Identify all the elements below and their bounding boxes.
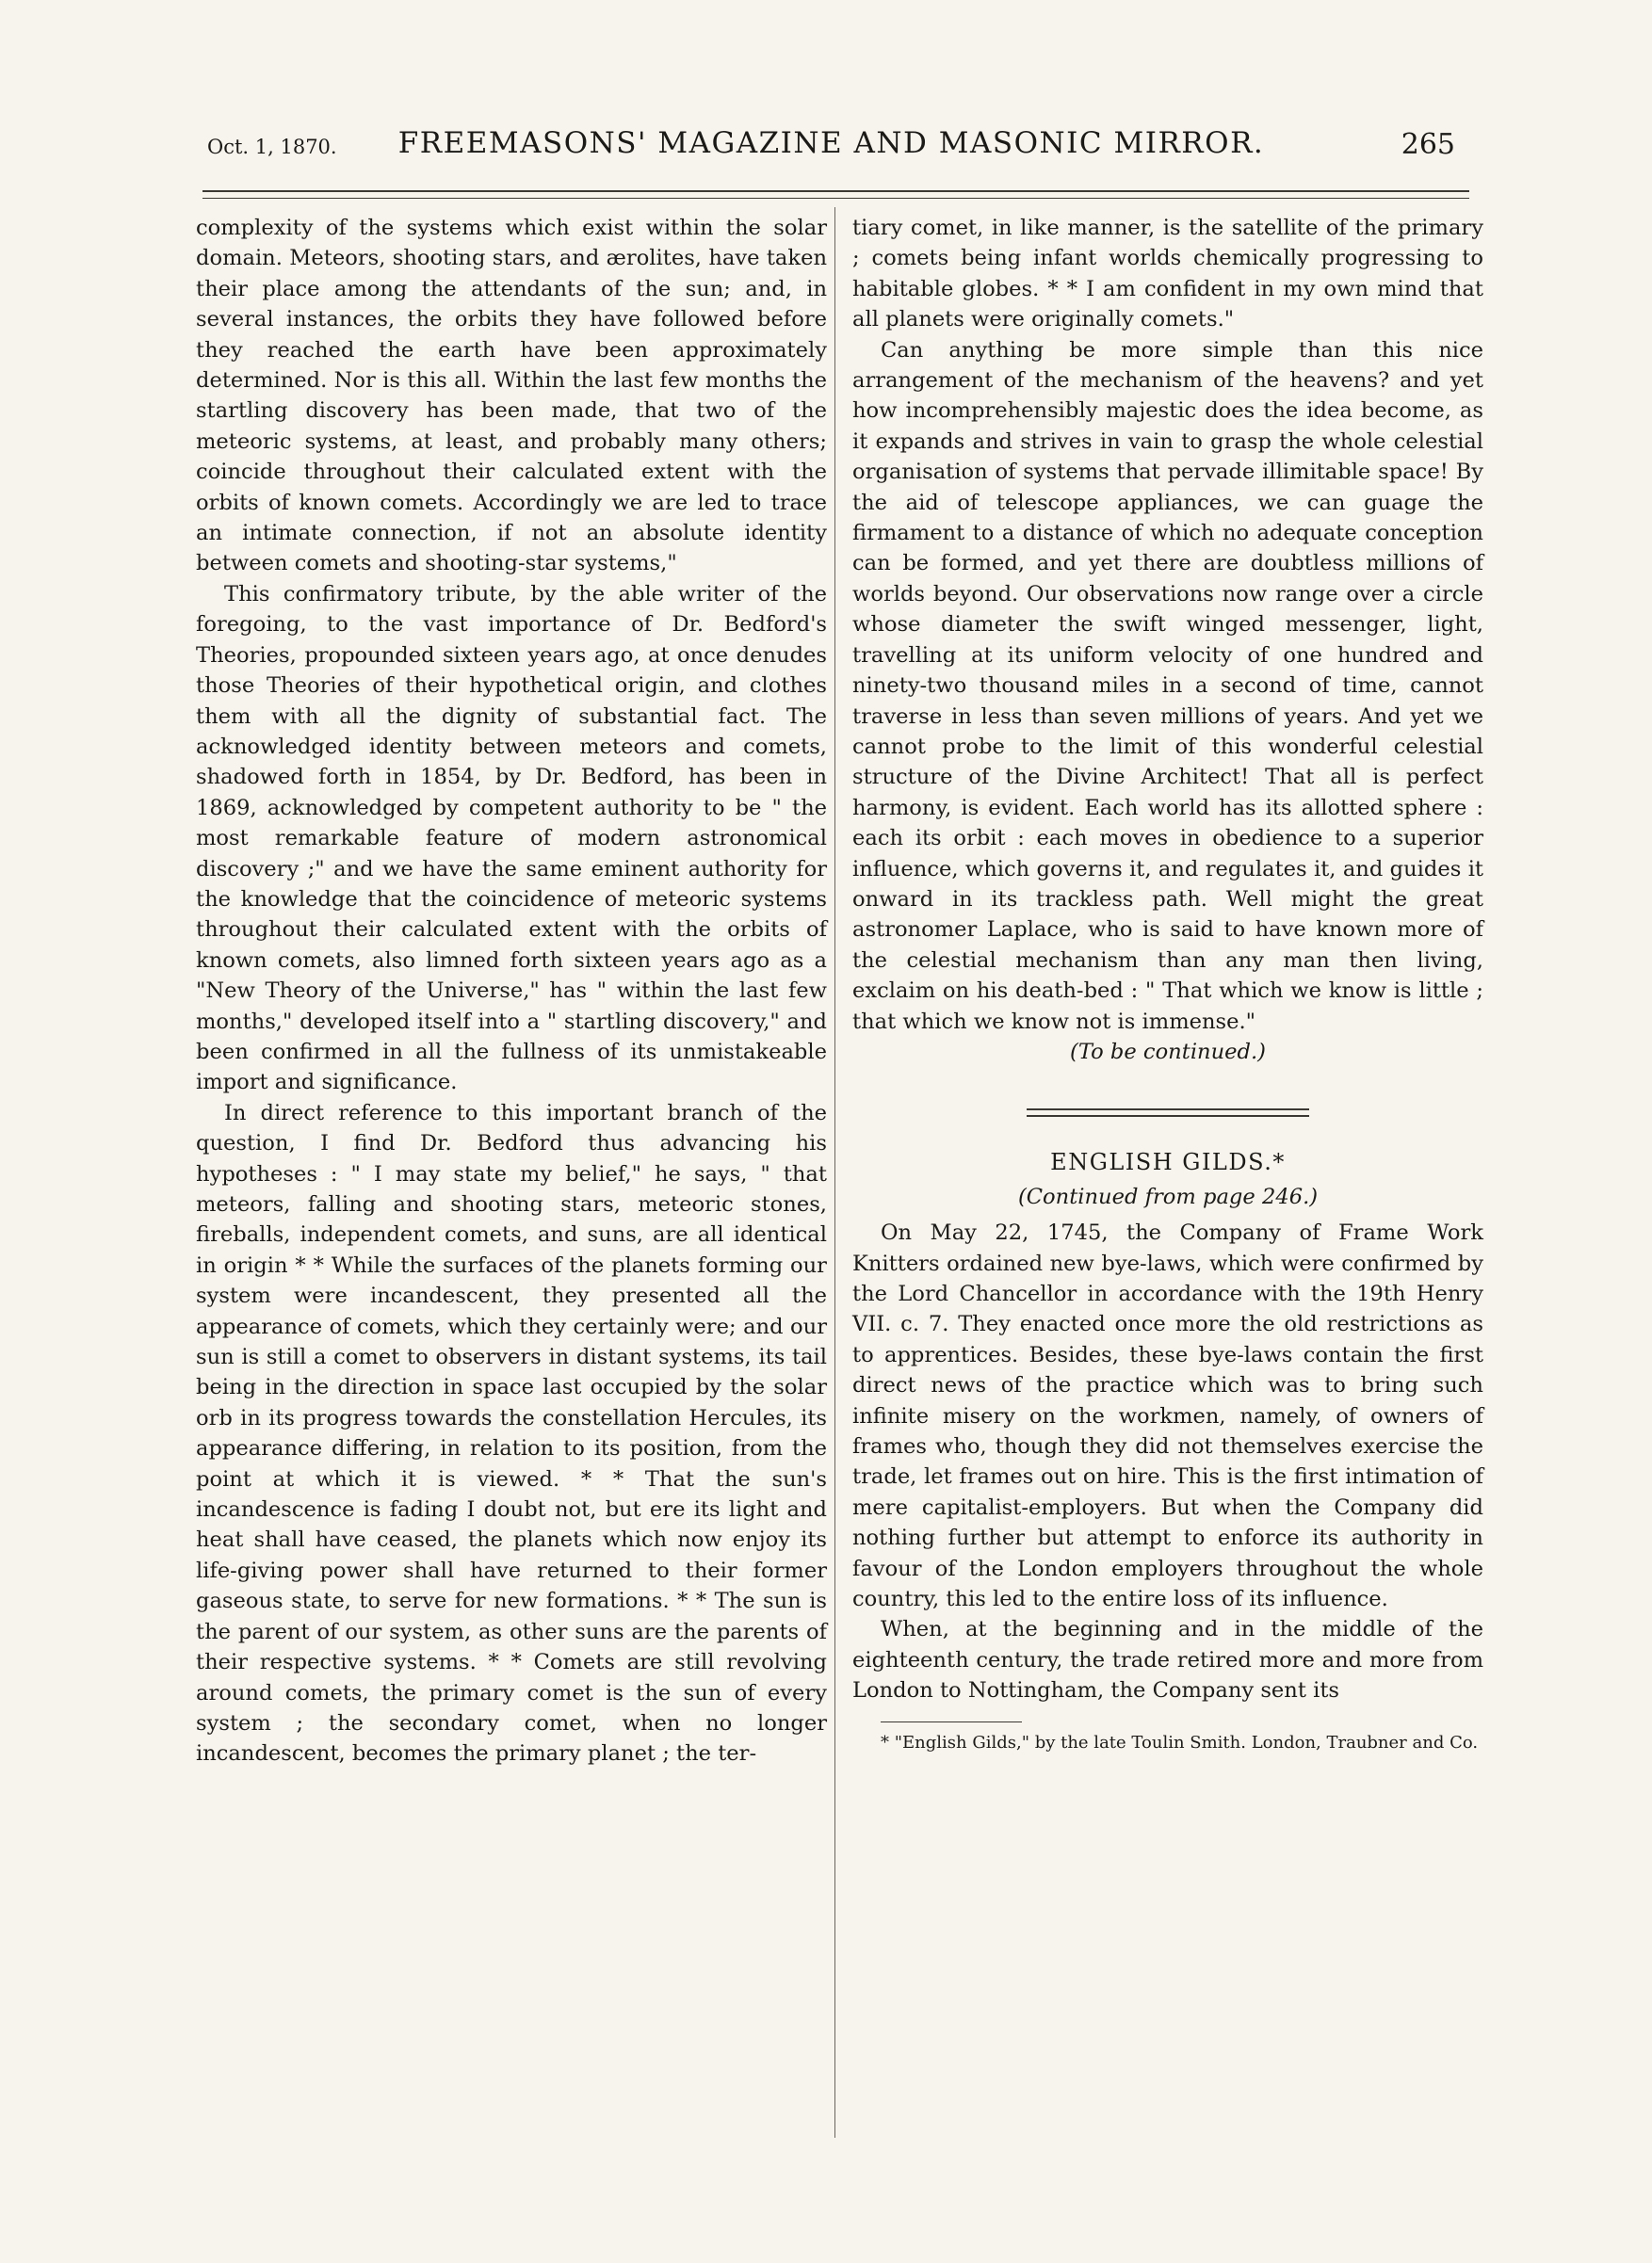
page-header (198, 121, 1465, 177)
page-number: 265 (1401, 128, 1455, 161)
paragraph: In direct reference to this important branch of the question, I find Dr. Bedford thus advancing his hypotheses : " I may state my belief," he says, " that meteors, falling and shooting stars, meteoric stones, fireballs, independent comets, and suns, are all identical in origin * * While the surfaces of the planets forming our system were incandescent, they presented all the appearance of comets, which they certainly were; and our sun is still a comet to observers in distant systems, its tail being in the direction in space last occupied by the solar orb in its progress towards the constellation Hercules, its appearance differing, in relation to its position, from the point at which it is viewed. * * That the sun's incandescence is fading I doubt not, but ere its light and heat shall have ceased, the planets which now enjoy its life-giving power shall have returned to their former gaseous state, to serve for new formations. * * The sun is the parent of our system, as other suns are the parents of their respective systems. * * Comets are still revolving around comets, the primary comet is the sun of every system ; the secondary comet, when no longer incandescent, becomes the primary planet ; the ter- (196, 1100, 827, 1767)
section-subtitle: (Continued from page 246.) (1017, 1184, 1319, 1209)
paragraph: On May 22, 1745, the Company of Frame Work Knitters ordained new bye-laws, which were confirmed by the Lord Chancellor in accordance with the 19th Henry VII. c. 7. They enacted once more the old restrictions as to apprentices. Besides, these bye-laws contain the first direct news of the practice which was to bring such infinite misery on the workmen, namely, of owners of frames who, though they did not themselves exercise the trade, let frames out on hire. This is the first intimation of mere capitalist-employers. But when the Company did nothing further but attempt to enforce its authority in favour of the London employers throughout the whole country, this led to the entire loss of its influence. (852, 1220, 1483, 1612)
to-be-continued: (To be continued.) (1070, 1039, 1266, 1064)
footnote: * "English Gilds," by the late Toulin Smith. London, Traubner and Co. (881, 1732, 1479, 1753)
paragraph: tiary comet, in like manner, is the satellite of the primary ; comets being infant worlds chemically progressing to habitable globes. * * I am confident in my own mind that all planets were originally comets." (852, 216, 1483, 332)
footnote-rule (881, 1721, 1022, 1722)
running-title: FREEMASONS' MAGAZINE AND MASONIC MIRROR. (397, 126, 1265, 160)
paragraph: When, at the beginning and in the middle of the eighteenth century, the trade retired more and more from London to Nottingham, the Company sent its (852, 1617, 1483, 1704)
right-column (852, 213, 1483, 1756)
section-title: ENGLISH GILDS.* (1050, 1149, 1286, 1176)
paragraph: This confirmatory tribute, by the able writer of the foregoing, to the vast importance of Dr. Bedford's Theories, propounded sixteen years ago, at once denudes those Theories of their hypothetical origin, and clothes them with all the dignity of substantial fact. The acknowledged identity between meteors and comets, shadowed forth in 1854, by Dr. Bedford, has been in 1869, acknowledged by competent authority to be " the most remarkable feature of modern astronomical discovery ;" and we have the same eminent authority for the knowledge that the coincidence of meteoric systems throughout their calculated extent with the orbits of known comets, also limned forth sixteen years ago as a "New Theory of the Universe," has " within the last few months," developed itself into a " startling discovery," and been confirmed in all the fullness of its unmistakeable import and significance. (196, 581, 827, 1095)
left-column (196, 213, 827, 1770)
header-rule (202, 190, 1469, 199)
issue-date: Oct. 1, 1870. (207, 136, 337, 158)
section-separator (1027, 1108, 1309, 1117)
column-divider (834, 207, 835, 2138)
paragraph: Can anything be more simple than this nice arrangement of the mechanism of the heavens? and yet how incomprehensibly majestic does the idea become, as it expands and strives in vain to grasp the whole celestial organisation of systems that pervade illimitable space! By the aid of telescope appliances, we can guage the firmament to a distance of which no adequate conception can be formed, and yet there are doubtless millions of worlds beyond. Our observations now range over a circle whose diameter the swift winged messenger, light, travelling at its uniform velocity of one hundred and ninety-two thousand miles in a second of time, cannot traverse in less than seven millions of years. And yet we cannot probe to the limit of this wonderful celestial structure of the Divine Architect! That all is perfect harmony, is evident. Each world has its allotted sphere : each its orbit : each moves in obedience to a superior influence, which governs it, and regulates it, and guides it onward in its trackless path. Well might the great astronomer Laplace, who is said to have known more of the celestial mechanism than any man then living, exclaim on his death-bed : " That which we know is little ; that which we know not is immense." (852, 337, 1483, 1034)
paragraph: complexity of the systems which exist within the solar domain. Meteors, shooting stars, and ærolites, have taken their place among the attendants of the sun; and, in several instances, the orbits they have followed before they reached the earth have been approximately determined. Nor is this all. Within the last few months the startling discovery has been made, that two of the meteoric systems, at least, and probably many others; coincide throughout their calculated extent with the orbits of known comets. Accordingly we are led to trace an intimate connection, if not an absolute identity between comets and shooting-star systems," (196, 216, 827, 576)
